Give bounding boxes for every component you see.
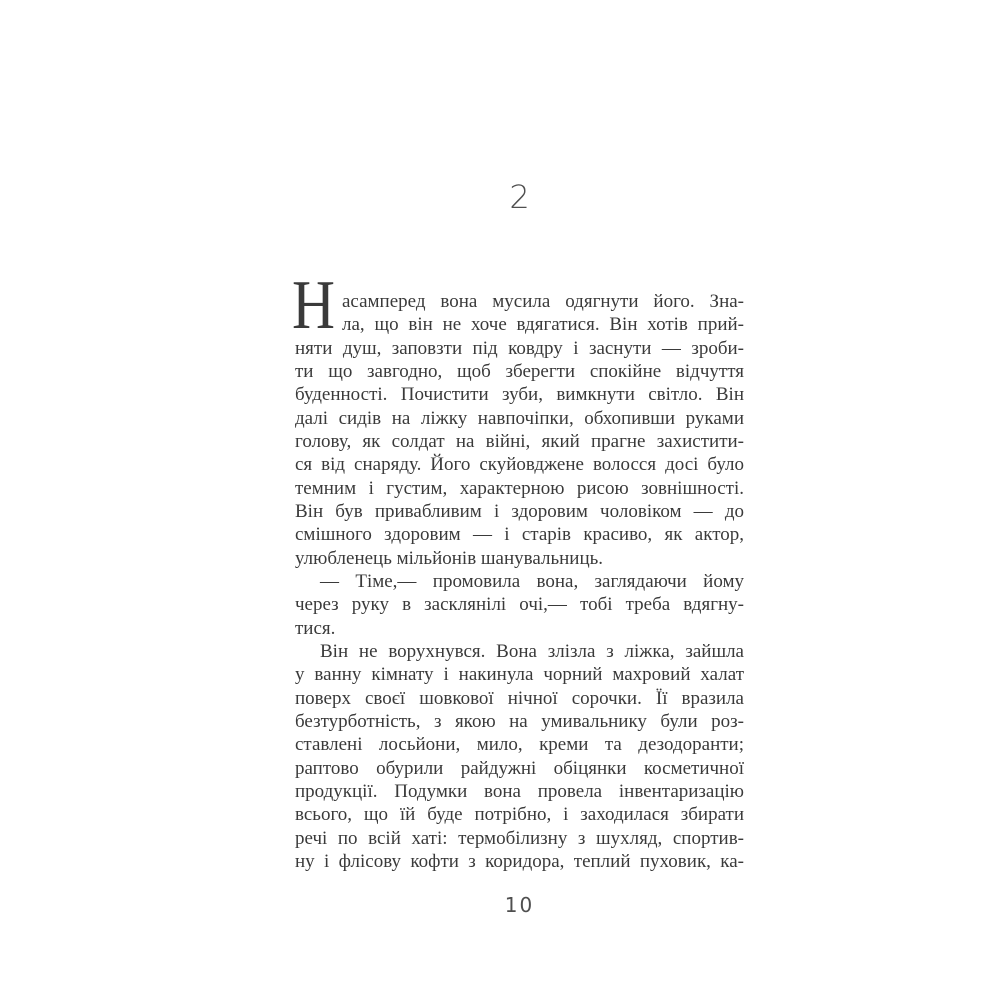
text-line: через руку в засклянілі очі,— тобі треба вдягну- <box>295 594 744 616</box>
text-line: далі сидів на ліжку навпочіпки, обхопивши руками <box>295 407 744 429</box>
text-line: ся від снаряду. Його скуйовджене волосся досі було <box>295 454 744 476</box>
page-number: 10 <box>504 893 535 917</box>
text-line: улюбленець мільйонів шанувальниць. <box>295 547 604 569</box>
text-line: темним і густим, характерною рисою зовнішності. <box>295 477 744 499</box>
text-line: асамперед вона мусила одягнути його. Зна- <box>342 291 744 312</box>
text-line: — Тіме,— промовила вона, заглядаючи йому <box>320 570 744 592</box>
text-line: речі по всій хаті: термобілизну з шухляд, спортив- <box>295 827 744 849</box>
text-line: ла, що він не хоче вдягатися. Він хотів прий- <box>342 314 744 336</box>
text-line: няти душ, заповзти під ковдру і заснути — зроби- <box>295 337 744 359</box>
text-line: ну і флісову кофти з коридора, теплий пуховик, ка- <box>295 850 744 872</box>
text-line: продукції. Подумки вона провела інвентаризацію <box>295 780 744 802</box>
text-line: ти що завгодно, щоб зберегти спокійне відчуття <box>295 360 744 382</box>
text-line: ставлені лосьйони, мило, креми та дезодоранти; <box>295 734 744 756</box>
text-line: у ванну кімнату і накинула чорний махровий халат <box>295 664 744 686</box>
text-line: Він був привабливим і здоровим чоловіком — до <box>295 500 744 522</box>
text-line: Він не ворухнувся. Вона злізла з ліжка, зайшла <box>320 640 744 662</box>
text-line: безтурботність, з якою на умивальнику були роз- <box>295 710 744 732</box>
text-line: буденності. Почистити зуби, вимкнути світло. Він <box>295 384 744 406</box>
chapter-number: 2 <box>509 178 530 216</box>
text-line: тися. <box>295 617 336 639</box>
text-line: поверх своєї шовкової нічної сорочки. Її вразила <box>295 687 744 709</box>
drop-cap-letter: Н <box>292 267 335 344</box>
text-line: всього, що їй буде потрібно, і заходилася збирати <box>295 804 744 826</box>
body-text <box>292 267 744 873</box>
text-line: голову, як солдат на війні, який прагне захистити- <box>295 430 744 452</box>
text-line: раптово обурили райдужні обіцянки косметичної <box>295 757 744 779</box>
text-line: смішного здоровим — і старів красиво, як актор, <box>295 524 744 546</box>
